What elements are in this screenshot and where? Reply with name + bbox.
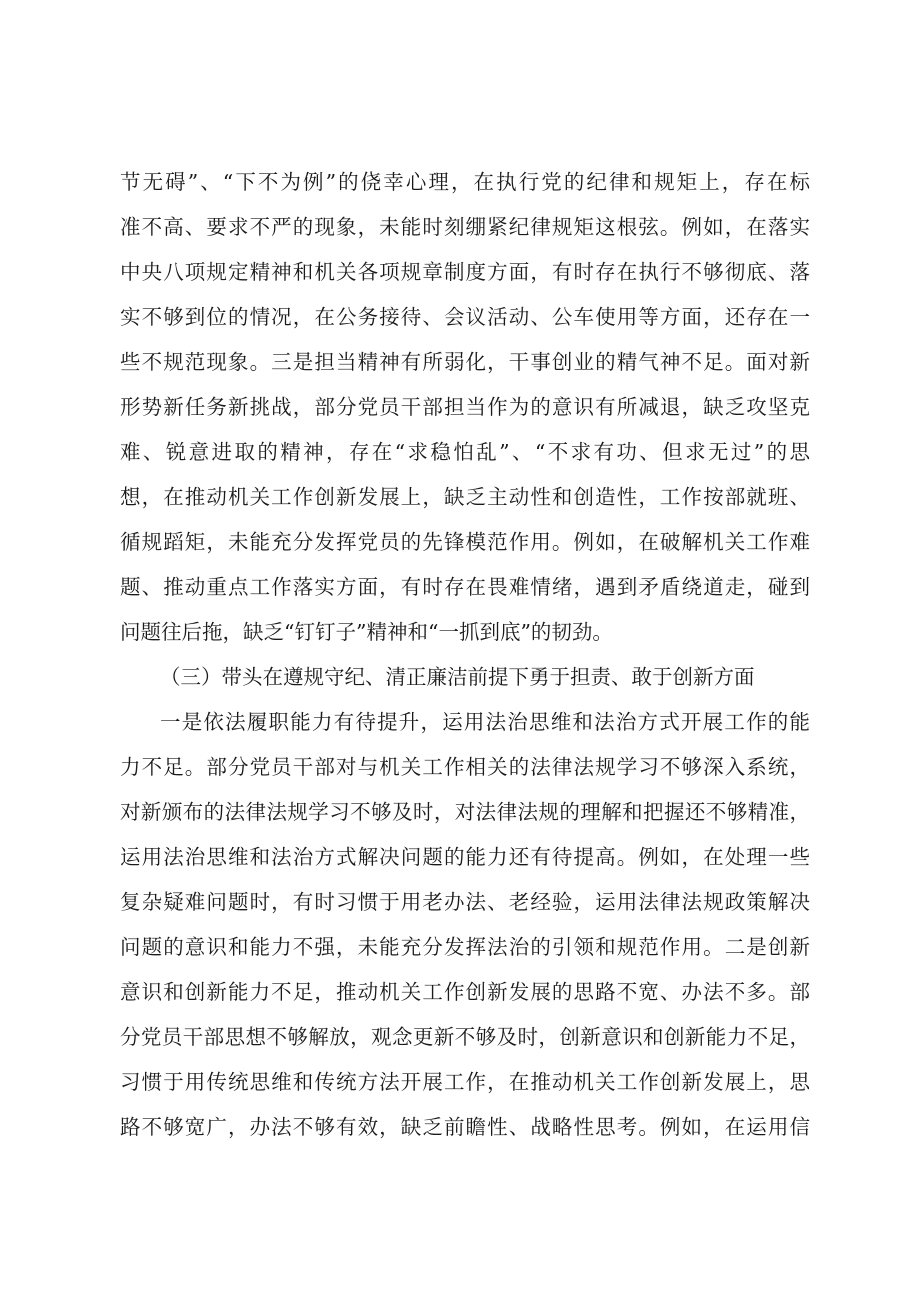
text-line: 力不足。部分党员干部对与机关工作相关的法律法规学习不够深入系统，	[120, 755, 810, 779]
text-line: 习惯于用传统思维和传统方法开展工作，在推动机关工作创新发展上，思	[120, 1070, 810, 1094]
text-line: 些不规范现象。三是担当精神有所弱化，干事创业的精气神不足。面对新	[120, 350, 810, 374]
text-line: 难、锐意进取的精神，存在“求稳怕乱”、“不求有功、但求无过”的思	[120, 440, 810, 464]
text-line: 题、推动重点工作落实方面，有时存在畏难情绪，遇到矛盾绕道走，碰到	[120, 575, 810, 599]
text-line: 实不够到位的情况，在公务接待、会议活动、公车使用等方面，还存在一	[120, 305, 810, 329]
text-line: 问题往后拖，缺乏“钉钉子”精神和“一抓到底”的韧劲。	[120, 620, 613, 644]
text-line: 复杂疑难问题时，有时习惯于用老办法、老经验，运用法律法规政策解决	[120, 890, 810, 914]
text-line: 一是依法履职能力有待提升，运用法治思维和法治方式开展工作的能	[160, 710, 810, 734]
text-line: 对新颁布的法律法规学习不够及时，对法律法规的理解和把握还不够精准，	[120, 800, 810, 824]
text-line: 路不够宽广，办法不够有效，缺乏前瞻性、战略性思考。例如，在运用信	[120, 1115, 810, 1139]
text-line: 想，在推动机关工作创新发展上，缺乏主动性和创造性，工作按部就班、	[120, 485, 810, 509]
text-line: 形势新任务新挑战，部分党员干部担当作为的意识有所减退，缺乏攻坚克	[120, 395, 810, 419]
text-line: 分党员干部思想不够解放，观念更新不够及时，创新意识和创新能力不足，	[120, 1025, 810, 1049]
text-line: 运用法治思维和法治方式解决问题的能力还有待提高。例如，在处理一些	[120, 845, 810, 869]
text-line: 循规蹈矩，未能充分发挥党员的先锋模范作用。例如，在破解机关工作难	[120, 530, 810, 554]
text-line: 节无碍”、“下不为例”的侥幸心理，在执行党的纪律和规矩上，存在标	[120, 170, 810, 194]
text-line: 中央八项规定精神和机关各项规章制度方面，有时存在执行不够彻底、落	[120, 260, 810, 284]
text-line: 准不高、要求不严的现象，未能时刻绷紧纪律规矩这根弦。例如，在落实	[120, 215, 810, 239]
text-line: 问题的意识和能力不强，未能充分发挥法治的引领和规范作用。二是创新	[120, 935, 810, 959]
text-line: 意识和创新能力不足，推动机关工作创新发展的思路不宽、办法不多。部	[120, 980, 810, 1004]
section-heading: （三）带头在遵规守纪、清正廉洁前提下勇于担责、敢于创新方面	[160, 665, 755, 689]
